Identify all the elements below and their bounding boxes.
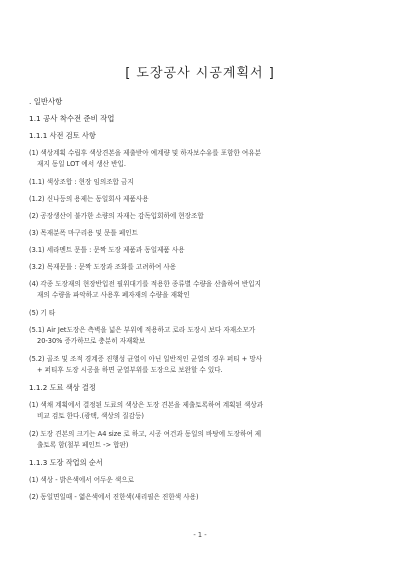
- paragraph-2: (2) 공장생산이 불가한 소량의 자재는 감독입회하에 현장조합: [29, 212, 204, 220]
- paragraph-1-line-2: 재지 동일 LOT 에서 생산 반입.: [37, 160, 126, 168]
- paragraph-1-line-1: (1) 색상계획 수립후 색상견본을 제출받아 예계량 및 하자보수유를 포함한 여유분: [29, 149, 262, 157]
- page-number: - 1 -: [193, 531, 207, 539]
- section-general: . 일반사항: [29, 97, 63, 106]
- paragraph-1-1: (1.1) 색상조합 : 현장 임의조합 금지: [29, 178, 134, 186]
- document-title: [ 도장공사 시공계획서 ]: [125, 66, 275, 81]
- section-1-1-2: 1.1.2 도료 색상 결정: [29, 383, 96, 392]
- paragraph-r2: (2) 동일면일때 - 엷은색에서 진한색(새리필은 진한색 사용): [29, 493, 199, 501]
- paragraph-q2-line-1: (2) 도장 견본의 크기는 A4 size 로 하고, 시공 여건과 동일의 바탕에 도장하여 제: [29, 430, 262, 438]
- paragraph-3-2: (3.2) 목재문틀 : 문짝 도장과 조화를 고려하여 사용: [29, 263, 177, 271]
- paragraph-5-1-line-1: (5.1) Air Jet도장은 측벽을 넓은 부위에 적용하고 로라 도장시 보다 자재소모가: [29, 326, 256, 334]
- paragraph-1-2: (1.2) 신나등의 용제는 동일회사 제품사용: [29, 195, 149, 203]
- paragraph-4-line-1: (4) 각종 도장재의 현장반입전 필위대기를 적용한 종류별 수량을 산출하여 반입지: [29, 280, 262, 288]
- paragraph-3: (3) 목재분폭 마구리용 및 문틀 페인트: [29, 229, 138, 237]
- section-1-1-1: 1.1.1 사전 검토 사항: [29, 131, 96, 140]
- paragraph-5-1-line-2: 20-30% 증가하므로 충분히 자재확보: [37, 337, 146, 345]
- paragraph-3-1: (3.1) 세라멘트 문틀 : 문짝 도장 제품과 동일제품 사용: [29, 246, 185, 254]
- paragraph-q2-line-2: 출토록 함(철부 페인트 -> 합판): [37, 441, 129, 449]
- paragraph-5: (5) 기 타: [29, 309, 56, 317]
- section-1-1: 1.1 공사 착수전 준비 작업: [29, 114, 115, 123]
- paragraph-5-2-line-1: (5.2) 골조 및 조적 경계증 진행성 균열이 아닌 일반적인 균열의 경우 퍼티 + 망사: [29, 355, 263, 363]
- paragraph-5-2-line-2: + 퍼티후 도장 시공을 하면 균열부위를 도장으로 보완할 수 있다.: [37, 366, 223, 374]
- paragraph-r1: (1) 색상 - 밝은색에서 어두운 색으로: [29, 476, 135, 484]
- section-1-1-3: 1.1.3 도장 작업의 순서: [29, 458, 103, 467]
- paragraph-q1-line-1: (1) 색채 계획에서 결정된 도료의 색상은 도장 견본을 제출토록하여 계획된 색상과: [29, 401, 264, 409]
- paragraph-4-line-2: 재의 수량을 파악하고 사용후 폐자재의 수량을 재확인: [37, 291, 190, 299]
- paragraph-q1-line-2: 비교 검토 한다.(광택, 색상의 질감등): [37, 412, 144, 420]
